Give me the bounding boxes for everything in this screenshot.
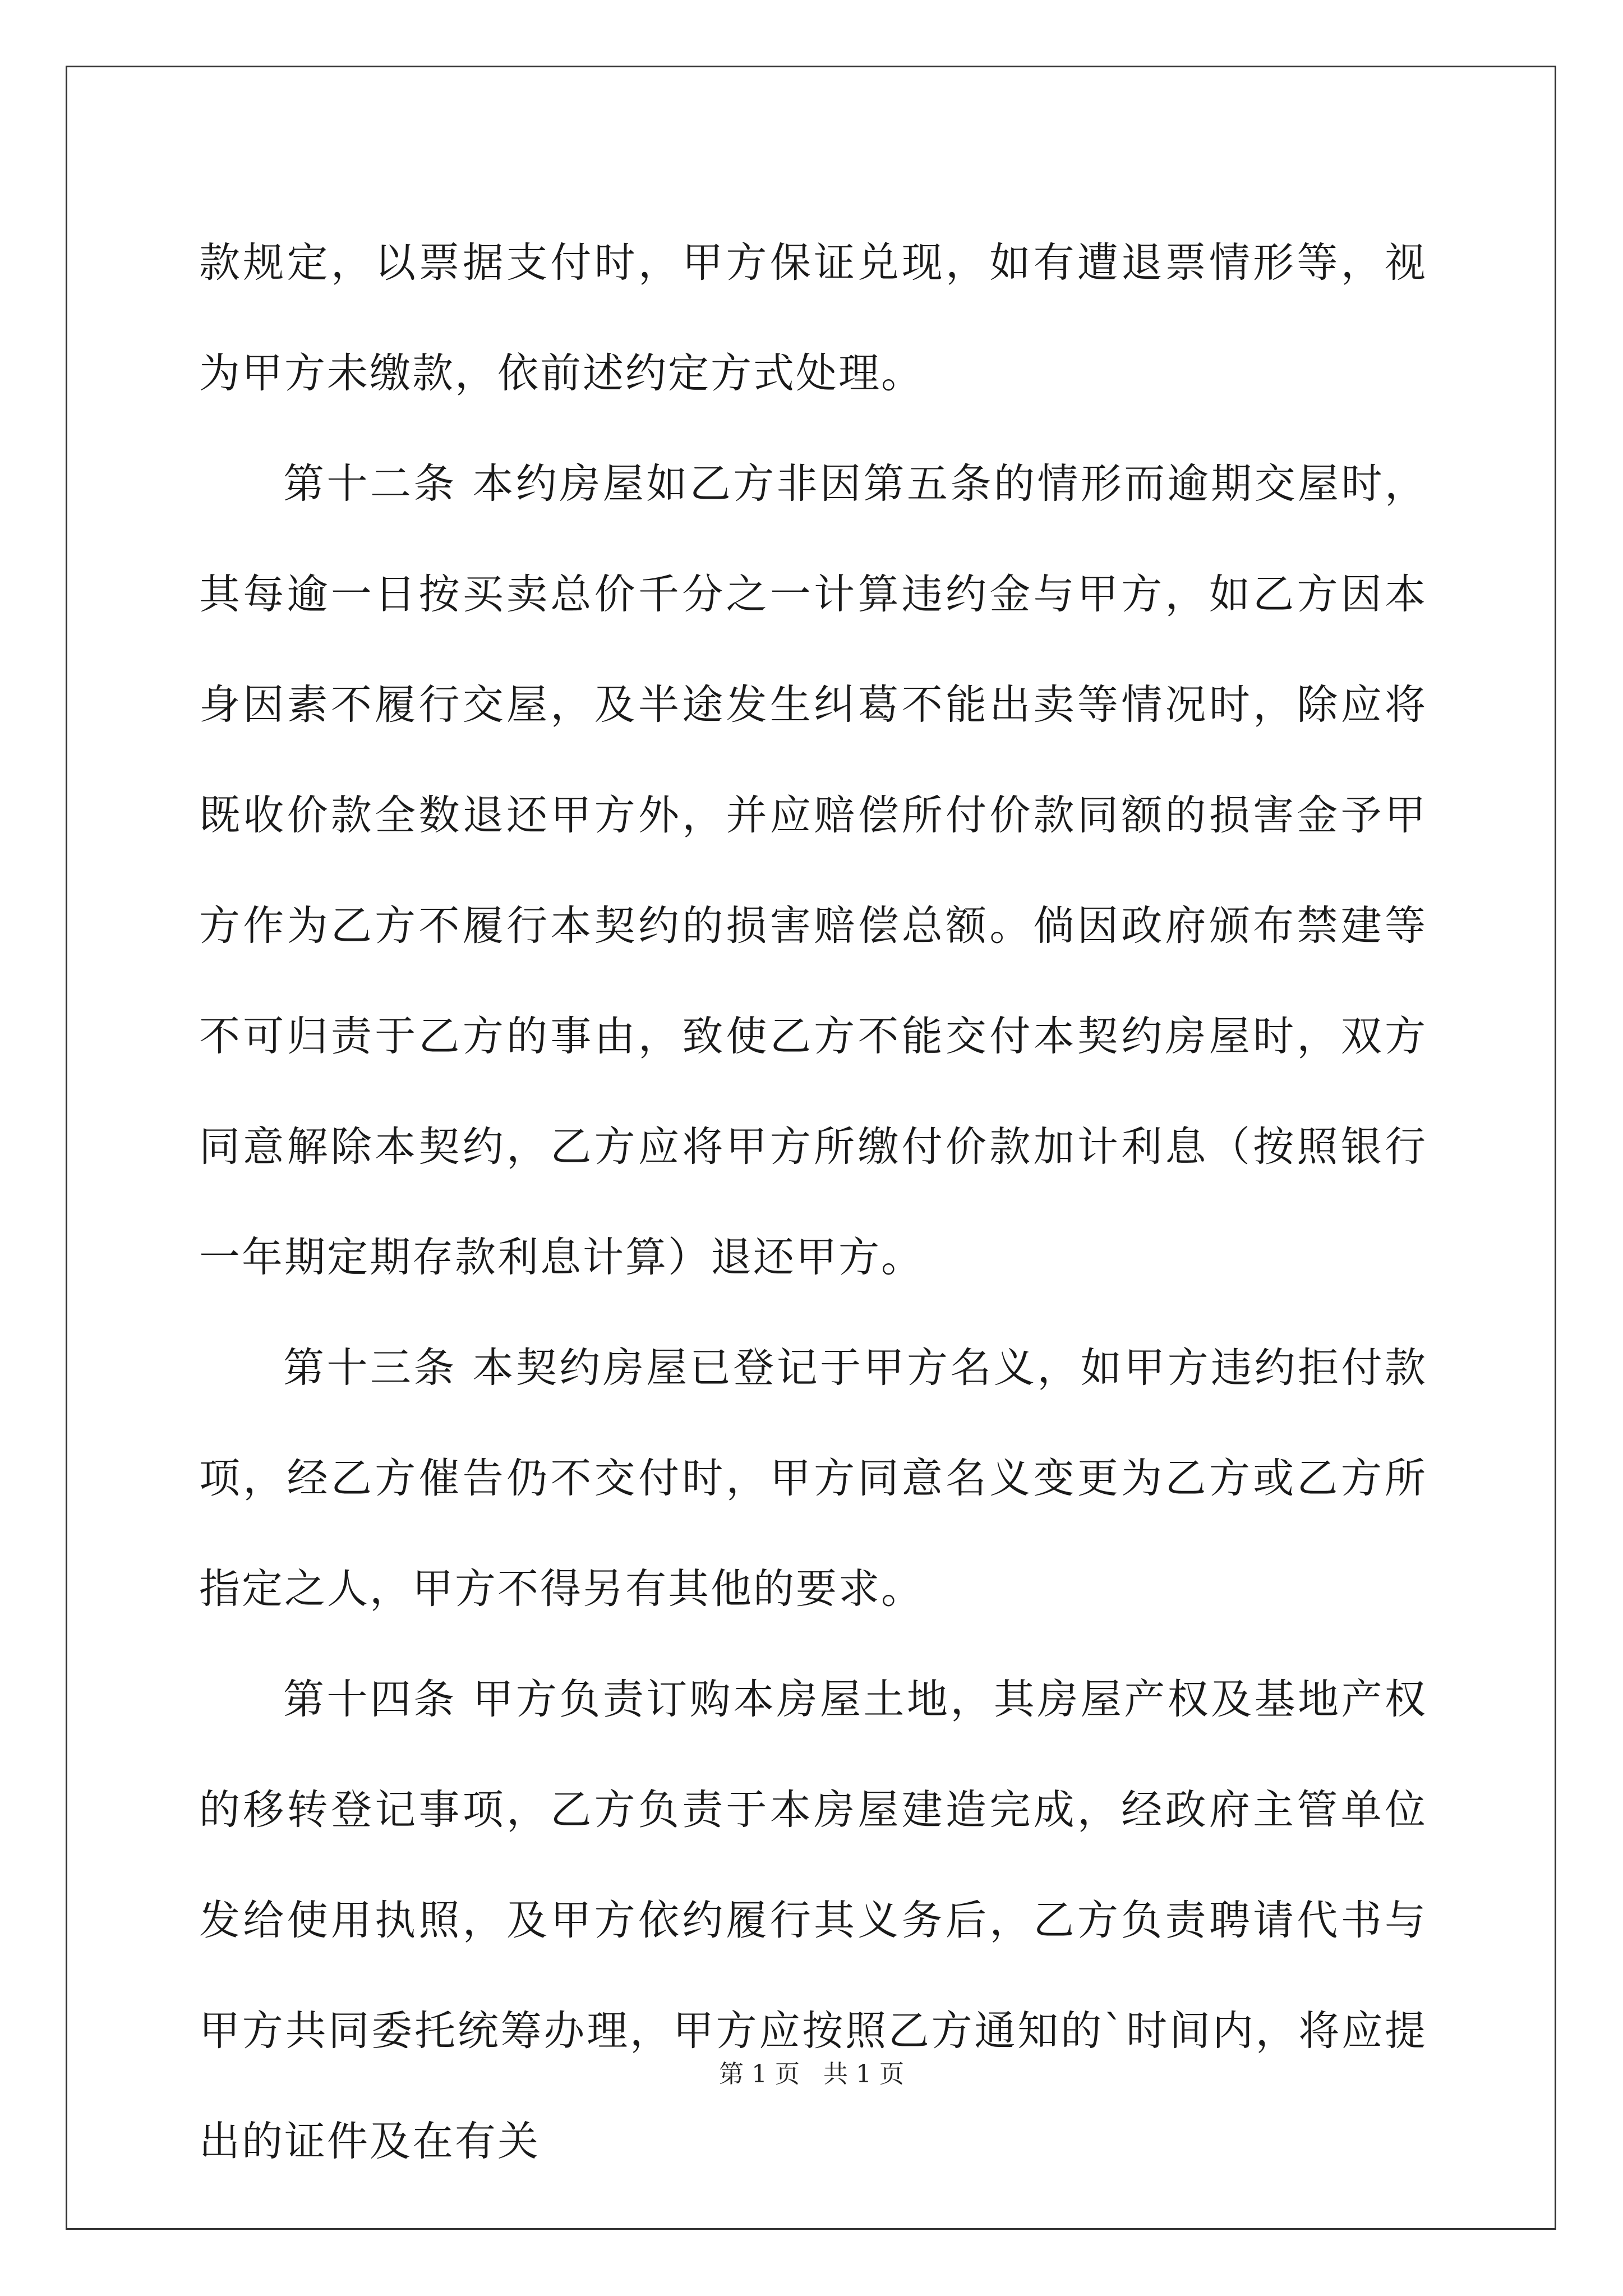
document-body (199, 208, 1427, 2197)
paragraph-article-13: 第十三条 本契约房屋已登记于甲方名义，如甲方违约拒付款项，经乙方催告仍不交付时，甲方同意名义变更为乙方或乙方所指定之人，甲方不得另有其他的要求。 (199, 1344, 1427, 1613)
paragraph-article-12: 第十二条 本约房屋如乙方非因第五条的情形而逾期交屋时，其每逾一日按买卖总价千分之一计算违约金与甲方，如乙方因本身因素不履行交屋，及半途发生纠葛不能出卖等情况时，除应将既收价款全数退还甲方外，并应赔偿所付价款同额的损害金予甲方作为乙方不履行本契约的损害赔偿总额。倘因政府颁布禁建等不可归责于乙方的事由，致使乙方不能交付本契约房屋时，双方同意解除本契约，乙方应将甲方所缴付价款加计利息（按照银行一年期定期存款利息计算）退还甲方。 (199, 460, 1427, 1281)
paragraph-article-14: 第十四条 甲方负责订购本房屋土地，其房屋产权及基地产权的移转登记事项，乙方负责于本房屋建造完成，经政府主管单位发给使用执照，及甲方依约履行其义务后，乙方负责聘请代书与甲方共同委托统筹办理，甲方应按照乙方通知的`时间内，将应提出的证件及在有关 (199, 1676, 1427, 2165)
page-total: 共 1 页 (823, 2060, 904, 2088)
page-number: 第 1 页 (719, 2060, 800, 2088)
page-footer (0, 2058, 1623, 2091)
paragraph-1: 款规定，以票据支付时，甲方保证兑现，如有遭退票情形等，视为甲方未缴款，依前述约定方式处理。 (199, 239, 1427, 397)
